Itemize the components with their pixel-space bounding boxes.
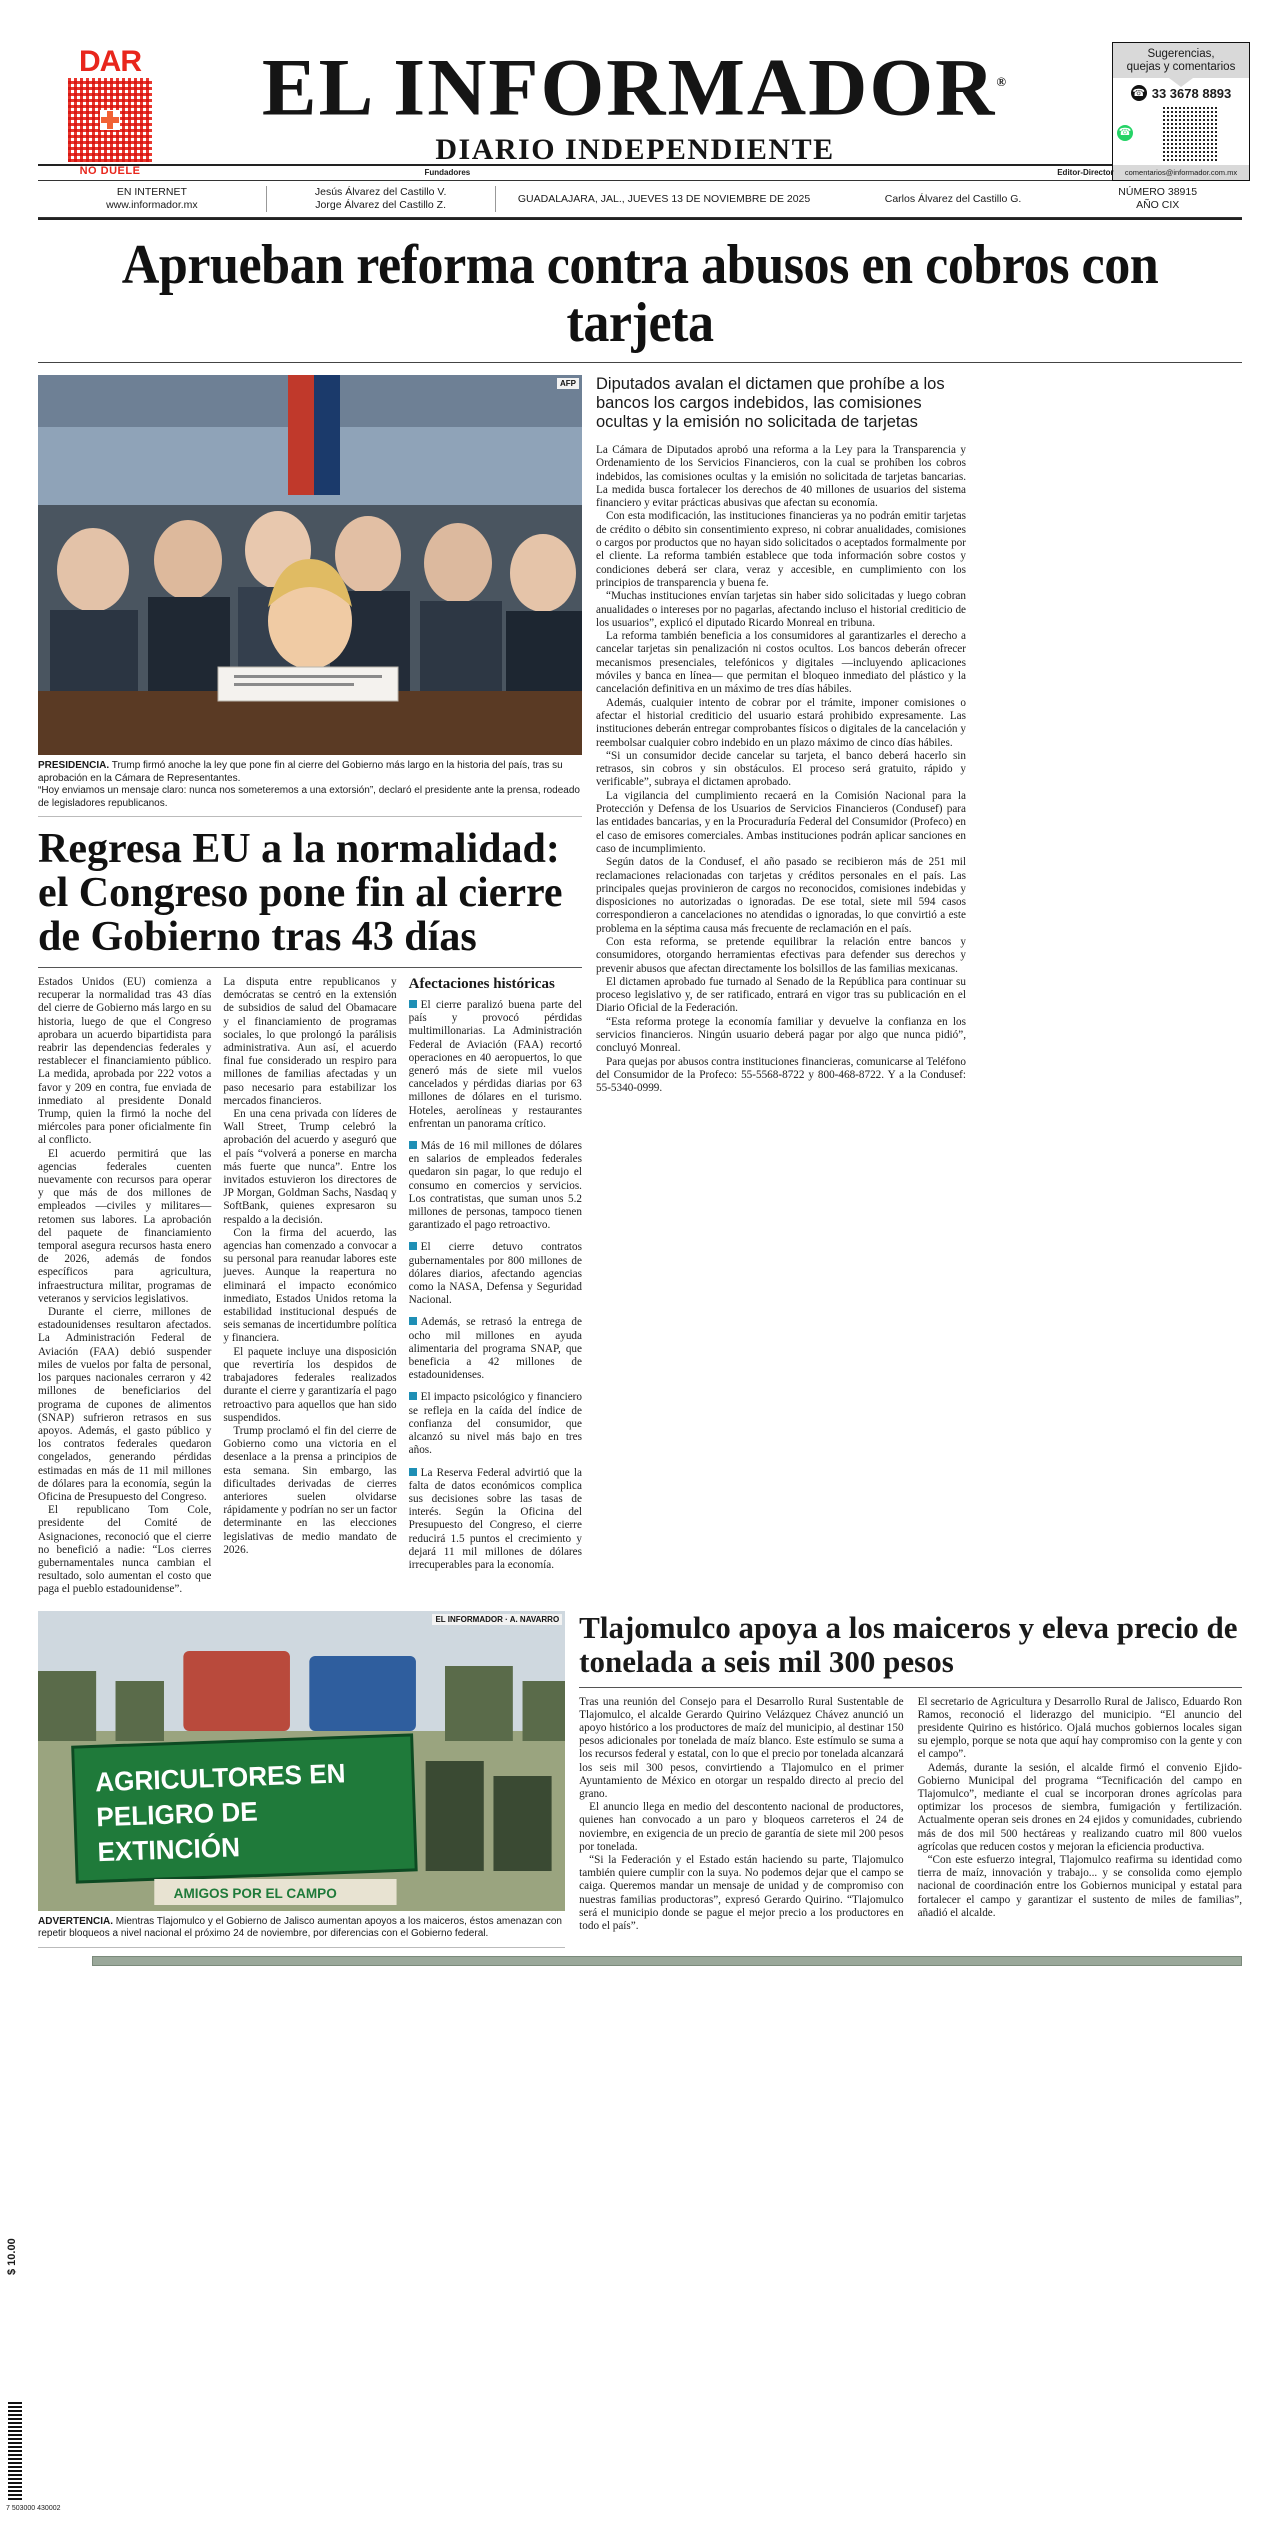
contact-heading-line1: Sugerencias, xyxy=(1147,48,1215,60)
rule-below-subhead xyxy=(38,967,582,968)
bullet-square-icon xyxy=(409,1317,417,1325)
contact-heading-line2: quejas y comentarios xyxy=(1126,61,1236,73)
whatsapp-qr-code xyxy=(1163,105,1219,161)
paper-title: EL INFORMADOR® xyxy=(261,41,1009,133)
bottom-story-photo xyxy=(38,1611,565,1911)
paragraph: Trump proclamó el fin del cierre de Gobierno como una victoria en el desenlace a la prensa a principios de esta semana. Sin embargo, las dificultades derivadas de cierres anteriores suelen olvidarse rápidamente y podrían no ser un factor determinante en las elecciones legislativas de medio mandato de 2026. xyxy=(223,1424,397,1556)
paragraph: “Muchas instituciones envían tarjetas sin haber sido solicitadas y luego cobran anualidades o intereses por no pagarlas, afectando incluso el historial crediticio de los usuarios”, explicó el diputado Ricardo Monreal en tribuna. xyxy=(596,590,966,629)
donation-qr-code xyxy=(68,78,152,162)
paragraph: Además, cualquier intento de cobrar por el trámite, imponer comisiones o afectar el historial crediticio del usuario estará prohibido expresamente. Las instituciones deberán entregar comprobantes físicos o digitales de la cancelación y reembolsar cualquier cobro indebido en un plazo máximo de cinco días hábiles. xyxy=(596,696,966,749)
editor-director-name: Carlos Álvarez del Castillo G. xyxy=(884,192,1022,205)
paragraph: Además, durante la sesión, el alcalde firmó el convenio Ejido-Gobierno Municipal del programa “Tecnificación del campo en Tlajomulco”, mediante el cual se incorporan drones agrícolas para optimizar los procesos de siembra, fumigación y fertilización. Actualmente operan seis drones en 24 ejidos y comunidades, cubriendo más de dos mil 500 hectáreas y realizando cuatro mil 800 vuelos agrícolas que reducen costos y mejoran la eficiencia productiva. xyxy=(917,1761,1243,1853)
list-item: El cierre paralizó buena parte del país y provocó pérdidas multimillonarias. La Administración Federal de Aviación (FAA) recortó operaciones en 40 aeropuertos, lo que generó más de siete mil vuelos cancelados y pérdidas diarias por 63 millones de dólares en el turismo. Hoteles, aerolíneas y restaurantes enfrentan un panorama crítico. xyxy=(408,999,582,1130)
main-photo-caption xyxy=(38,760,582,817)
main-story-columns xyxy=(38,976,582,1597)
paragraph: Tras una reunión del Consejo para el Desarrollo Rural Sustentable de Tlajomulco, el alcalde Gerardo Quirino Velázquez Chávez anunció un apoyo histórico a los productores de maíz del municipio, al destinar 150 pesos adicionales por tonelada de maíz blanco. Este estímulo se suma a los recursos federal y estatal, con lo que el precio por tonelada alcanzará los seis mil 300 pesos, convirtiendo a Tlajomulco en el primer Ayuntamiento de México en otorgar un respaldo directo al precio del grano. xyxy=(579,1695,904,1800)
bottom-col-2 xyxy=(918,1696,1242,1934)
dar-tagline: NO DUELE xyxy=(79,165,141,177)
bullet-square-icon xyxy=(409,1000,417,1008)
place-date: GUADALAJARA, JAL., JUEVES 13 DE NOVIEMBRE DE 2025 xyxy=(517,192,811,205)
barcode xyxy=(8,2400,22,2500)
info-bar xyxy=(38,180,1242,218)
paragraph: El secretario de Agricultura y Desarrollo Rural de Jalisco, Eduardo Ron Ramos, reconoció el liderazgo del municipio. “El anuncio del presidente Quirino es histórico. Ojalá muchos gobiernos locales sigan su ejemplo, porque se nota que aquí hay compromiso con la gente y con el campo”. xyxy=(917,1695,1243,1761)
barcode-number: 7 503000 430002 xyxy=(6,2505,61,2512)
contact-email[interactable]: comentarios@informador.com.mx xyxy=(1113,165,1249,180)
paragraph: “Con este esfuerzo integral, Tlajomulco reafirma su identidad como tierra de maíz, innovación y trabajo... y se consolida como ejemplo nacional de coordinación entre los Gobiernos municipal y estatal para fortalecer el campo y garantizar el sustento de miles de familias”, añadió el alcalde. xyxy=(917,1853,1243,1919)
bottom-col-1 xyxy=(579,1696,903,1934)
paragraph: La vigilancia del cumplimiento recaerá en la Comisión Nacional para la Protección y Defensa de los Usuarios de Servicios Financieros (Condusef) para las entidades bancarias, y en la Procuraduría Federal del Consumidor (Profeco) en el caso de emisores comerciales. Ambas instituciones podrán aplicar sanciones en caso de incumplimiento. xyxy=(596,789,966,855)
paragraph: Con esta modificación, las instituciones financieras ya no podrán emitir tarjetas de crédito o débito sin consentimiento expreso, ni cobrar anualidades, comisiones o cargos por productos que no hayan sido solicitados o aceptados formalmente por el cliente. La reforma también establece que toda información sobre costos y condiciones deberá ser clara, veraz y accesible, en cumplimiento con los principios de transparencia y buena fe. xyxy=(596,510,966,589)
contact-heading xyxy=(1113,43,1249,78)
main-story-col-2 xyxy=(223,976,396,1597)
list-item: El impacto psicológico y financiero se refleja en la caída del índice de confianza del consumidor, que alcanzó su nivel más bajo en tres años. xyxy=(408,1391,582,1457)
svg-text:EXTINCIÓN: EXTINCIÓN xyxy=(97,1831,241,1867)
contact-phone-number: 33 3678 8893 xyxy=(1151,85,1232,101)
paragraph: La disputa entre republicanos y demócratas se centró en la extensión de subsidios de salud del Obamacare y el financiamiento de programas sociales, lo que prolongó la parálisis administrativa. Aun así, el acuerdo final fue considerado un respiro para millones de familias afectadas y un paso necesario para estabilizar los mercados financieros. xyxy=(223,976,397,1107)
list-item: Más de 16 mil millones de dólares en salarios de empleados federales quedaron sin pagar, lo que redujo el consumo en comercios y servicios. Los contratistas, que suman unos 5.2 millones de personas, tampoco tienen garantizado el pago retroactivo. xyxy=(408,1140,582,1232)
paragraph: Durante el cierre, millones de estadounidenses resultaron afectados. La Administración Federal de Aviación (FAA) debió suspender miles de vuelos por falta de personal, los parques nacionales cerraron y 42 millones de beneficiarios del programa de cupones de alimentos (SNAP) sufrieron retrasos en sus apoyos. Además, el gasto público y los contratos federales quedaron congelados, generando pérdidas estimadas en más de 11 mil millones de dólares para la economía, según la Oficina de Presupuesto del Congreso. xyxy=(38,1306,212,1503)
svg-text:PELIGRO DE: PELIGRO DE xyxy=(95,1795,259,1832)
bullet-square-icon xyxy=(409,1242,417,1250)
caption-lead: PRESIDENCIA. xyxy=(38,760,110,771)
paragraph: El acuerdo permitirá que las agencias federales cuenten nuevamente con recursos para operar y que más de dos millones de empleados —civiles y militares— retomen sus labores. La aprobación del paquete de financiamiento temporal asegura recursos hasta enero de 2026, además de fondos específicos para agricultura, infraestructura militar, programas de veteranos y servicios legislativos. xyxy=(38,1147,212,1305)
paragraph: Según datos de la Condusef, el año pasado se recibieron más de 251 mil reclamaciones relacionadas con tarjetas y créditos personales en el país. Las principales quejas provinieron de cargos no reconocidos, comisiones indebidas y disposiciones no autorizadas o ignoradas. De ese total, siete mil 594 casos correspondieron a cancelaciones no atendidas o ignoradas, lo que convirtió a este problema en la séptima causa más frecuente de reclamación en el país. xyxy=(596,856,966,935)
founders-labels-row xyxy=(38,168,1242,177)
internet-url[interactable]: www.informador.mx xyxy=(106,199,198,211)
bottom-section xyxy=(38,1611,1242,1948)
founders-cell xyxy=(267,186,496,212)
paragraph: En una cena privada con líderes de Wall Street, Trump celebró la aprobación del acuerdo y aseguró que el país “volverá a ponerse en marcha más fuerte que nunca”. Entre los invitados estuvieron los directores de JP Morgan, Goldman Sachs, Nasdaq y SoftBank, quienes expresaron su respaldo a la decisión. xyxy=(223,1108,397,1226)
caption-body: Trump firmó anoche la ley que pone fin al cierre del Gobierno más largo en la historia del país, tras su aprobación en la Cámara de Representantes. xyxy=(38,760,563,784)
paragraph: La Cámara de Diputados aprobó una reforma a la Ley para la Transparencia y Ordenamiento de los Servicios Financieros, con la cual se prohíben los cobros indebidos, las comisiones ocultas y la emisión no solicitada de tarjetas bancarias. La medida busca fortalecer los derechos de 40 millones de usuarios del sistema financiero y evitar prácticas abusivas que afectan su economía. xyxy=(596,444,966,510)
bottom-photo-credit: EL INFORMADOR · A. NAVARRO xyxy=(432,1614,562,1625)
main-story-photo xyxy=(38,375,582,755)
list-item: Además, se retrasó la entrega de ocho mil millones en ayuda alimentaria del programa SNAP, que beneficia a 42 millones de estadounidenses. xyxy=(408,1316,582,1382)
photo-illustration xyxy=(38,375,582,755)
paragraph: La reforma también beneficia a los consumidores al garantizarles el derecho a cancelar tarjetas sin penalización ni costos ocultos. Los bancos deberán ofrecer mecanismos presenciales, telefónicos y digitales —incluyendo aplicaciones móviles y banca en línea— que permitan el bloqueo inmediato del plástico y la cancelación definitiva en un máximo de tres días hábiles. xyxy=(596,630,966,696)
paragraph: “Esta reforma protege la economía familiar y devuelve la confianza en los servicios financieros. Ningún usuario deberá pagar por algo que nunca pidió”, concluyó Monreal. xyxy=(596,1015,966,1055)
paragraph: El paquete incluye una disposición que revertiría los despidos de trabajadores federales realizados durante el cierre y garantizaría el pago retroactivo para aquellos que han sido suspendidos. xyxy=(223,1345,397,1424)
banner-headline[interactable]: Aprueban reforma contra abusos en cobros con tarjeta xyxy=(121,234,1159,354)
caption-lead: ADVERTENCIA. xyxy=(38,1915,114,1927)
bottom-story-headline[interactable]: Tlajomulco apoya a los maiceros y eleva precio de tonelada a seis mil 300 pesos xyxy=(579,1609,1238,1679)
issue-info xyxy=(1073,186,1242,212)
bottom-photo-column xyxy=(38,1611,565,1948)
issue-year: AÑO CIX xyxy=(1136,199,1180,211)
editor-label: Editor-Director xyxy=(1057,168,1114,177)
donation-logo xyxy=(62,45,158,177)
list-item: La Reserva Federal advirtió que la falta de datos económicos complica sus decisiones sobre las tasas de interés. Según la Oficina del Presupuesto del Congreso, el cierre reducirá 1.5 puntos el crecimiento y dejará 11 mil millones de dólares irrecuperables para la economía. xyxy=(408,1466,582,1571)
paragraph: Para quejas por abusos contra instituciones financieras, comunicarse al Teléfono del Consumidor de la Profeco: 55-5568-8722 y 800-468-8722. Y a la Condusef: 55-5340-0999. xyxy=(596,1055,966,1095)
main-story-column xyxy=(38,375,582,1597)
rule-below-banner xyxy=(38,362,1242,363)
paragraph: Con la firma del acuerdo, las agencias han comenzado a convocar a su personal para reanudar labores este jueves. Aunque la reapertura no eliminará el impacto económico inmediato, Estados Unidos retoma la estabilidad institucional después de seis semanas de incertidumbre política y financiera. xyxy=(223,1226,397,1345)
founder-one: Jesús Álvarez del Castillo V. xyxy=(314,186,447,198)
cover-price: $ 10.00 xyxy=(6,2238,18,2275)
internet-cell[interactable] xyxy=(38,186,267,212)
bullet-list xyxy=(409,999,582,1572)
rule-below-bottom-headline xyxy=(579,1687,1242,1688)
bottom-photo-caption xyxy=(38,1916,565,1948)
bottom-story-text xyxy=(579,1611,1242,1948)
red-cross-icon xyxy=(100,110,120,130)
paragraph: Con esta reforma, se pretende equilibrar la relación entre bancos y consumidores, otorgando herramientas efectivas para defender sus derechos y prevenir abusos que afectan directamente los bolsillos de las familias mexicanas. xyxy=(596,935,966,975)
bullet-square-icon xyxy=(409,1392,417,1400)
masthead-title-block xyxy=(158,40,1112,167)
founders-label: Fundadores xyxy=(424,168,471,177)
caption-body: Mientras Tlajomulco y el Gobierno de Jalisco aumentan apoyos a los maiceros, éstos amenazan con repetir bloqueos a nivel nacional el próximo 24 de noviembre, por diferencias con el Gobierno federal. xyxy=(38,1915,562,1940)
caption-body-2: “Hoy enviamos un mensaje claro: nunca nos someteremos a una extorsión”, declaró el presidente ante la prensa, rodeado de legisladores republicanos. xyxy=(38,785,580,809)
founder-two: Jorge Álvarez del Castillo Z. xyxy=(315,199,446,211)
side-story-column xyxy=(596,375,966,1597)
side-story-lede: Diputados avalan el dictamen que prohíbe a los bancos los cargos indebidos, las comisiones ocultas y la emisión no solicitada de tarjetas xyxy=(596,375,945,431)
paragraph: El anuncio llega en medio del descontento nacional de productores, quienes han convocado a un paro y bloqueos carreteros el 24 de noviembre, en exigencia de un precio de garantía de siete mil 200 pesos por tonelada. xyxy=(579,1801,904,1853)
paragraph: “Si un consumidor decide cancelar su tarjeta, el banco deberá hacerlo sin retrasos, sin cobros y sin obstáculos. El proceso será gratuito, rápido y verificable”, subraya el dictamen aprobado. xyxy=(596,749,966,789)
bottom-photo-illustration xyxy=(38,1611,565,1911)
paragraph: “Si la Federación y el Estado están haciendo su parte, Tlajomulco también quiere cumplir con la suya. No podemos dejar que el campo se caiga. Queremos mandar un mensaje de unidad y de compromiso con nuestras familias productoras”, expresó Gerardo Quirino. “Tlajomulco será el municipio donde se pague el mejor precio a los productores en todo el país”. xyxy=(579,1853,904,1932)
box-title: Afectaciones históricas xyxy=(408,976,555,992)
issue-number: NÚMERO 38915 xyxy=(1118,186,1198,198)
svg-text:AGRICULTORES EN: AGRICULTORES EN xyxy=(94,1757,346,1797)
footer-rule xyxy=(92,1956,1242,1966)
main-story-col-1 xyxy=(38,976,211,1597)
historical-impact-box xyxy=(409,976,582,1597)
whatsapp-icon: ☎ xyxy=(1117,125,1133,141)
phone-icon: ☎ xyxy=(1131,85,1147,101)
paper-subtitle: DIARIO INDEPENDIENTE xyxy=(435,133,835,167)
main-story-headline[interactable]: Regresa EU a la normalidad: el Congreso pone fin al cierre de Gobierno tras 43 días xyxy=(38,826,563,960)
internet-label: EN INTERNET xyxy=(116,186,187,198)
rule-below-infobar xyxy=(38,218,1242,220)
dar-wordmark: DAR xyxy=(79,45,141,78)
svg-text:AMIGOS POR EL CAMPO: AMIGOS POR EL CAMPO xyxy=(173,1885,337,1901)
paragraph: El dictamen aprobado fue turnado al Senado de la República para continuar su proceso legislativo y, de ser ratificado, entrará en vigor tras su publicación en el Diario Oficial de la Federación. xyxy=(596,975,966,1015)
paragraph: El republicano Tom Cole, presidente del Comité de Asignaciones, reconoció que el cierre no benefició a nadie: “Los cierres gubernamentales nunca cambian el resultado, solo aumentan el costo que paga el pueblo estadounidense”. xyxy=(38,1504,212,1596)
main-content-grid xyxy=(38,375,1242,1597)
contact-whatsapp-row[interactable] xyxy=(1113,103,1249,165)
side-story-body xyxy=(596,444,966,1096)
contact-box[interactable] xyxy=(1112,42,1250,181)
photo-credit: AFP xyxy=(557,378,579,389)
bottom-story-columns xyxy=(579,1696,1242,1934)
list-item: El cierre detuvo contratos gubernamentales por 800 millones de dólares diarios, afectando agencias como la NASA, Defensa y Seguridad Nacional. xyxy=(408,1241,582,1307)
bullet-square-icon xyxy=(409,1468,417,1476)
bullet-square-icon xyxy=(409,1141,417,1149)
paragraph: Estados Unidos (EU) comienza a recuperar la normalidad tras 43 días del cierre de Gobierno más largo en su historia, luego de que el Congreso aprobara un acuerdo bipartidista para reabrir las dependencias federales y restablecer el financiamiento público. La medida, aprobada por 222 votos a favor y 209 en contra, fue enviada de inmediato al presidente Donald Trump, quien la firmó la noche del miércoles para poner oficialmente fin al conflicto. xyxy=(38,976,212,1147)
